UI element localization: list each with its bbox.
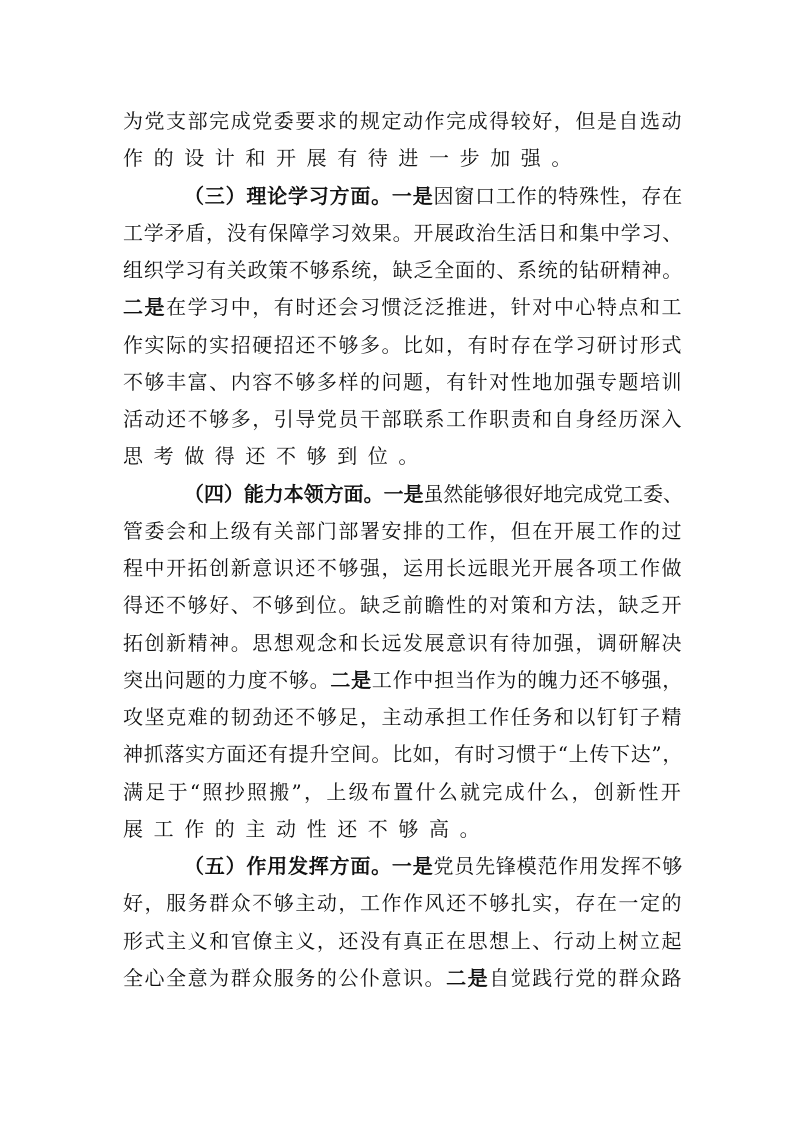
- line-text: 程中开拓创新意识还不够强，运用长远眼光开展各项工作做: [123, 556, 684, 580]
- text-line: [123, 774, 683, 811]
- line-text: 形式主义和官僚主义，还没有真正在思想上、行动上树立起: [123, 928, 684, 953]
- document-body: [123, 103, 683, 997]
- line-text: 管委会和上级有关部门部署安排的工作，但在开展工作的过: [123, 518, 684, 543]
- line-text: 作实际的实招硬招还不够多。比如，有时存在学习研讨形式: [123, 332, 684, 357]
- line-text: 好，服务群众不够主动，工作作风还不够扎实，存在一定的: [123, 891, 684, 916]
- text-line: [123, 252, 683, 289]
- section-heading-line: [123, 476, 683, 513]
- line-text: 展工作的主动性还不够高。: [123, 816, 491, 841]
- line-text: 满足于“照抄照搬”，上级布置什么就完成什么，创新性开: [123, 779, 683, 804]
- text-line: [123, 550, 683, 587]
- line-text: 虽然能够很好地完成党工委、: [423, 482, 684, 506]
- text-line: [123, 885, 683, 922]
- text-line: [123, 587, 683, 624]
- line-text: 得还不够好、不够到位。缺乏前瞻性的对策和方法，缺乏开: [123, 593, 684, 618]
- bold-marker: 二是: [330, 667, 372, 692]
- bold-marker: 一是: [391, 183, 434, 208]
- text-line: [123, 699, 683, 736]
- section-heading-line: [123, 848, 683, 885]
- text-line: [123, 140, 683, 177]
- text-line: [123, 215, 683, 252]
- text-line: [123, 513, 683, 550]
- section-heading: （三）理论学习方面。: [184, 183, 392, 208]
- line-text: 拓创新精神。思想观念和长远发展意识有待加强，调研解决: [123, 630, 684, 655]
- bold-marker: 二是: [446, 965, 490, 990]
- text-line: [123, 960, 683, 997]
- text-line: [123, 289, 683, 326]
- line-text: 组织学习有关政策不够系统，缺乏全面的、系统的钻研精神。: [123, 258, 683, 282]
- text-line: [123, 103, 683, 140]
- line-text: 工作中担当作为的魄力还不够强，: [371, 667, 683, 692]
- line-text: 活动还不够多，引导党员干部联系工作职责和自身经历深入: [123, 407, 684, 431]
- line-text: 因窗口工作的特殊性，存在: [433, 183, 683, 208]
- line-text: 自觉践行党的群众路: [489, 965, 684, 990]
- line-text: 思考做得还不够到位。: [123, 444, 429, 469]
- text-line: [123, 736, 683, 773]
- bold-marker: 一是: [383, 481, 424, 506]
- text-line: [123, 625, 683, 662]
- section-heading-line: [123, 178, 683, 215]
- text-line: [123, 662, 683, 699]
- text-line: [123, 364, 683, 401]
- line-text: 作的设计和开展有待进一步加强。: [123, 146, 582, 171]
- line-text: 攻坚克难的韧劲还不够足，主动承担工作任务和以钉钉子精: [123, 705, 684, 729]
- line-text: 不够丰富、内容不够多样的问题，有针对性地加强专题培训: [123, 369, 684, 394]
- line-text: 党员先锋模范作用发挥不够: [433, 854, 683, 878]
- line-text: 全心全意为群众服务的公仆意识。: [123, 965, 447, 990]
- line-text: 突出问题的力度不够。: [123, 667, 331, 692]
- line-text: 工学矛盾，没有保障学习效果。开展政治生活日和集中学习、: [123, 220, 683, 245]
- bold-marker: 二是: [123, 295, 167, 320]
- text-line: [123, 923, 683, 960]
- line-text: 为党支部完成党委要求的规定动作完成得较好，但是自选动: [123, 109, 684, 133]
- text-line: [123, 811, 683, 848]
- text-line: [123, 401, 683, 438]
- section-heading: （五）作用发挥方面。: [184, 854, 392, 878]
- text-line: [123, 327, 683, 364]
- line-text: 在学习中，有时还会习惯泛泛推进，针对中心特点和工: [166, 295, 684, 320]
- text-line: [123, 438, 683, 475]
- bold-marker: 一是: [391, 854, 434, 878]
- line-text: 神抓落实方面还有提升空间。比如，有时习惯于“上传下达”，: [123, 742, 684, 767]
- section-heading: （四）能力本领方面。: [184, 481, 384, 506]
